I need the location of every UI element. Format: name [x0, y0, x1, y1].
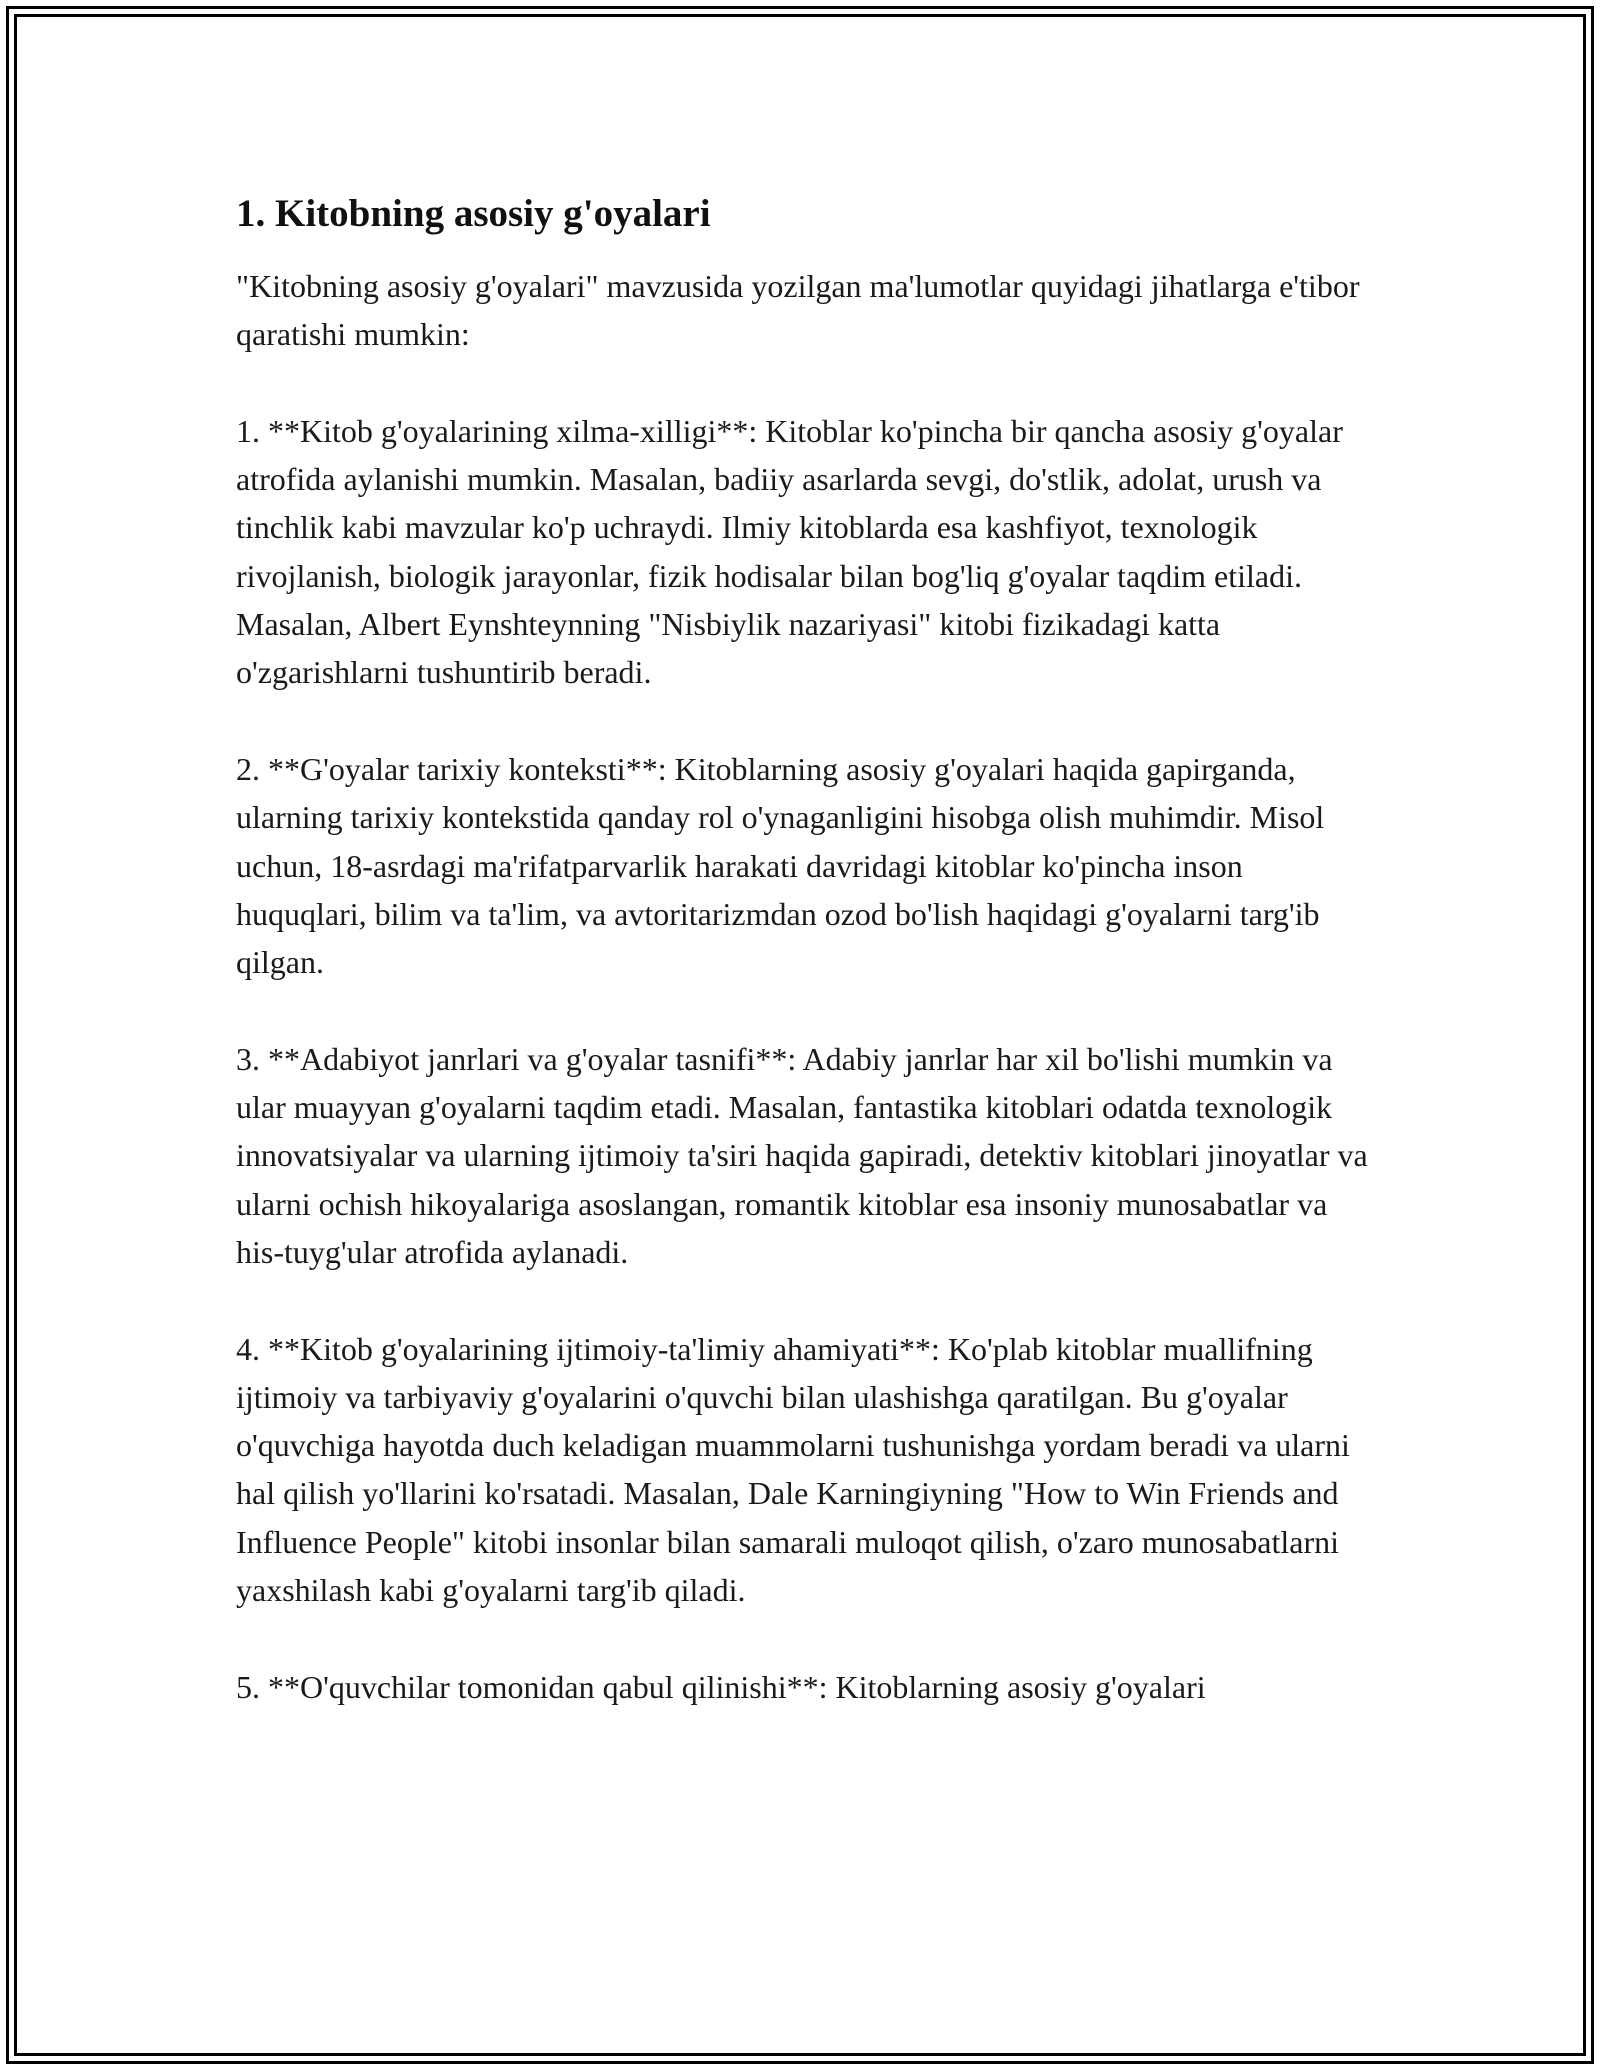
point-3-paragraph: 3. **Adabiyot janrlari va g'oyalar tasnifi**: Adabiy janrlar har xil bo'lishi mumkin va ular muayyan g'oyalarni taqdim etadi. Masalan, fantastika kitoblari odatda texnologik innovatsiyalar va ularning ijtimoiy ta'siri haqida gapiradi, detektiv kitoblari jinoyatlar va ularni ochish hikoyalariga asoslangan, romantik kitoblar esa insoniy munosabatlar va his-tuyg'ular atrofida aylanadi.	[236, 1040, 1368, 1270]
point-1-paragraph: 1. **Kitob g'oyalarining xilma-xilligi**: Kitoblar ko'pincha bir qancha asosiy g'oyalar atrofida aylanishi mumkin. Masalan, badiiy asarlarda sevgi, do'stlik, adolat, urush va tinchlik kabi mavzular ko'p uchraydi. Ilmiy kitoblarda esa kashfiyot, texnologik rivojlanish, biologik jarayonlar, fizik hodisalar bilan bog'liq g'oyalar taqdim etiladi. Masalan, Albert Eynshteynning "Nisbiylik nazariyasi" kitobi fizikadagi katta o'zgarishlarni tushuntirib beradi.	[236, 412, 1343, 691]
point-5-paragraph: 5. **O'quvchilar tomonidan qabul qilinishi**: Kitoblarning asosiy g'oyalari	[236, 1668, 1206, 1705]
section-title: 1. Kitobning asosiy g'oyalari	[236, 192, 711, 235]
intro-paragraph: "Kitobning asosiy g'oyalari" mavzusida yozilgan ma'lumotlar quyidagi jihatlarga e'tibor qaratishi mumkin:	[236, 268, 1360, 353]
point-2-paragraph: 2. **G'oyalar tarixiy konteksti**: Kitoblarning asosiy g'oyalari haqida gapirganda, ularning tarixiy kontekstida qanday rol o'ynaganligini hisobga olish muhimdir. Misol uchun, 18-asrdagi ma'rifatparvarlik harakati davridagi kitoblar ko'pincha inson huquqlari, bilim va ta'lim, va avtoritarizmdan ozod bo'lish haqidagi g'oyalarni targ'ib qilgan.	[236, 750, 1325, 981]
document-body	[236, 186, 1376, 1759]
point-4-paragraph: 4. **Kitob g'oyalarining ijtimoiy-ta'limiy ahamiyati**: Ko'plab kitoblar muallifning ijtimoiy va tarbiyaviy g'oyalarini o'quvchi bilan ulashishga qaratilgan. Bu g'oyalar o'quvchiga hayotda duch keladigan muammolarni tushunishga yordam beradi va ularni hal qilish yo'llarini ko'rsatadi. Masalan, Dale Karningiyning "How to Win Friends and Influence People" kitobi insonlar bilan samarali muloqot qilish, o'zaro munosabatlarni yaxshilash kabi g'oyalarni targ'ib qiladi.	[236, 1330, 1350, 1609]
